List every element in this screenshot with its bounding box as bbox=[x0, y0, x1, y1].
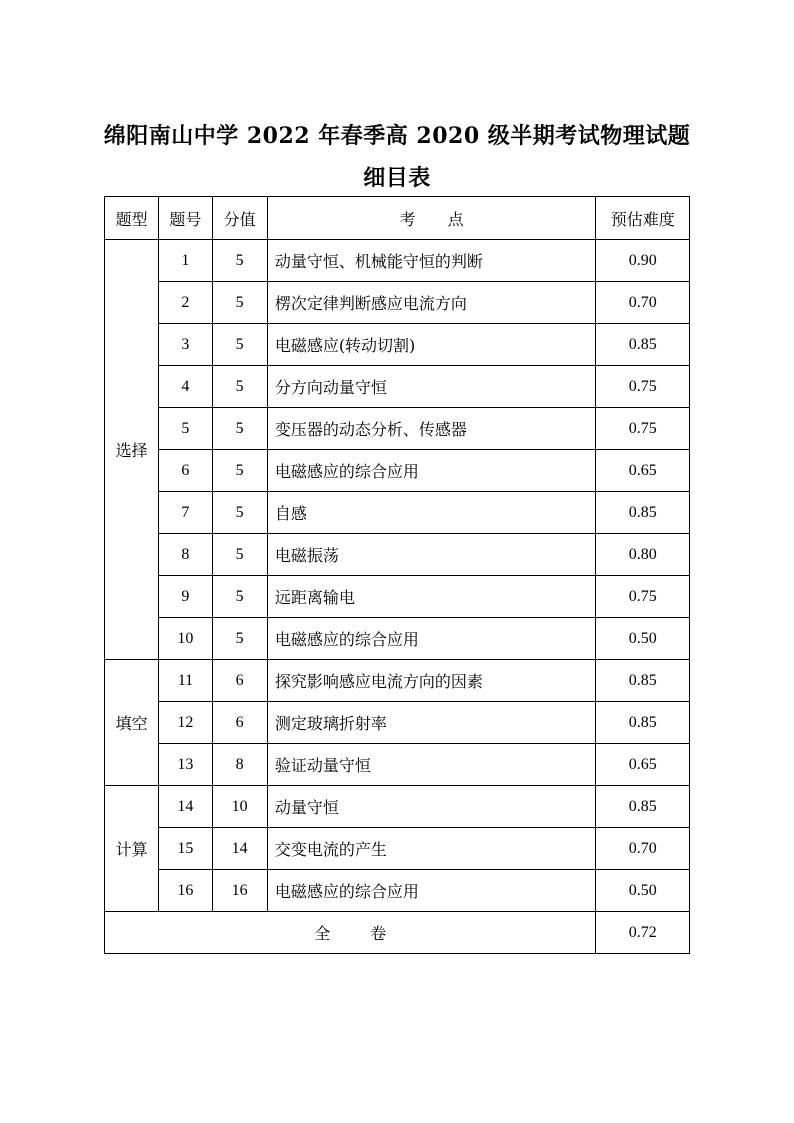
score-cell: 5 bbox=[212, 534, 267, 576]
difficulty-cell: 0.50 bbox=[596, 870, 690, 912]
total-label-part1: 全 bbox=[314, 924, 331, 943]
table-row bbox=[105, 324, 690, 366]
question-number-cell: 14 bbox=[159, 786, 212, 828]
total-difficulty: 0.72 bbox=[596, 912, 690, 954]
table-row bbox=[105, 660, 690, 702]
score-cell: 6 bbox=[212, 702, 267, 744]
knowledge-point-cell: 电磁感应的综合应用 bbox=[267, 870, 596, 912]
total-label-part2: 卷 bbox=[370, 924, 387, 943]
knowledge-point-cell: 电磁振荡 bbox=[267, 534, 596, 576]
knowledge-point-cell: 测定玻璃折射率 bbox=[267, 702, 596, 744]
question-number-cell: 2 bbox=[159, 282, 212, 324]
header-number: 题号 bbox=[159, 197, 212, 240]
question-number-cell: 3 bbox=[159, 324, 212, 366]
difficulty-cell: 0.85 bbox=[596, 660, 690, 702]
difficulty-cell: 0.70 bbox=[596, 282, 690, 324]
knowledge-point-cell: 远距离输电 bbox=[267, 576, 596, 618]
knowledge-point-cell: 分方向动量守恒 bbox=[267, 366, 596, 408]
knowledge-point-cell: 探究影响感应电流方向的因素 bbox=[267, 660, 596, 702]
header-score: 分值 bbox=[212, 197, 267, 240]
total-row bbox=[105, 912, 690, 954]
table-row bbox=[105, 618, 690, 660]
table-header-row bbox=[105, 197, 690, 240]
header-difficulty: 预估难度 bbox=[596, 197, 690, 240]
question-number-cell: 5 bbox=[159, 408, 212, 450]
question-number-cell: 4 bbox=[159, 366, 212, 408]
table-row bbox=[105, 828, 690, 870]
table-row bbox=[105, 534, 690, 576]
document-title: 绵阳南山中学 2022 年春季高 2020 级半期考试物理试题 bbox=[103, 123, 691, 149]
document-subtitle: 细目表 bbox=[363, 165, 431, 191]
total-label bbox=[105, 912, 596, 954]
score-cell: 5 bbox=[212, 282, 267, 324]
knowledge-point-cell: 动量守恒、机械能守恒的判断 bbox=[267, 240, 596, 282]
question-number-cell: 7 bbox=[159, 492, 212, 534]
table-row bbox=[105, 282, 690, 324]
question-number-cell: 13 bbox=[159, 744, 212, 786]
score-cell: 6 bbox=[212, 660, 267, 702]
knowledge-point-cell: 楞次定律判断感应电流方向 bbox=[267, 282, 596, 324]
score-cell: 5 bbox=[212, 240, 267, 282]
score-cell: 10 bbox=[212, 786, 267, 828]
difficulty-cell: 0.85 bbox=[596, 702, 690, 744]
score-cell: 14 bbox=[212, 828, 267, 870]
question-number-cell: 8 bbox=[159, 534, 212, 576]
difficulty-cell: 0.65 bbox=[596, 744, 690, 786]
score-cell: 5 bbox=[212, 492, 267, 534]
category-cell: 计算 bbox=[105, 786, 159, 912]
knowledge-point-cell: 电磁感应(转动切割) bbox=[267, 324, 596, 366]
difficulty-cell: 0.85 bbox=[596, 786, 690, 828]
score-cell: 5 bbox=[212, 324, 267, 366]
table-row bbox=[105, 870, 690, 912]
header-type: 题型 bbox=[105, 197, 159, 240]
question-number-cell: 15 bbox=[159, 828, 212, 870]
table-row bbox=[105, 408, 690, 450]
difficulty-cell: 0.75 bbox=[596, 576, 690, 618]
header-point: 考 点 bbox=[267, 197, 596, 240]
table-row bbox=[105, 366, 690, 408]
question-number-cell: 11 bbox=[159, 660, 212, 702]
table-row bbox=[105, 450, 690, 492]
score-cell: 5 bbox=[212, 576, 267, 618]
difficulty-cell: 0.50 bbox=[596, 618, 690, 660]
difficulty-cell: 0.75 bbox=[596, 366, 690, 408]
table-row bbox=[105, 576, 690, 618]
question-number-cell: 9 bbox=[159, 576, 212, 618]
table-row bbox=[105, 492, 690, 534]
difficulty-cell: 0.85 bbox=[596, 324, 690, 366]
score-cell: 5 bbox=[212, 366, 267, 408]
category-cell: 填空 bbox=[105, 660, 159, 786]
knowledge-point-cell: 电磁感应的综合应用 bbox=[267, 618, 596, 660]
difficulty-cell: 0.85 bbox=[596, 492, 690, 534]
table-row bbox=[105, 744, 690, 786]
question-number-cell: 12 bbox=[159, 702, 212, 744]
table-row bbox=[105, 240, 690, 282]
score-cell: 5 bbox=[212, 450, 267, 492]
knowledge-point-cell: 变压器的动态分析、传感器 bbox=[267, 408, 596, 450]
category-cell: 选择 bbox=[105, 240, 159, 660]
knowledge-point-cell: 自感 bbox=[267, 492, 596, 534]
spec-table bbox=[104, 196, 690, 954]
score-cell: 16 bbox=[212, 870, 267, 912]
table-row bbox=[105, 702, 690, 744]
difficulty-cell: 0.80 bbox=[596, 534, 690, 576]
score-cell: 5 bbox=[212, 408, 267, 450]
knowledge-point-cell: 交变电流的产生 bbox=[267, 828, 596, 870]
difficulty-cell: 0.70 bbox=[596, 828, 690, 870]
table-row bbox=[105, 786, 690, 828]
question-number-cell: 16 bbox=[159, 870, 212, 912]
difficulty-cell: 0.75 bbox=[596, 408, 690, 450]
knowledge-point-cell: 电磁感应的综合应用 bbox=[267, 450, 596, 492]
difficulty-cell: 0.65 bbox=[596, 450, 690, 492]
knowledge-point-cell: 验证动量守恒 bbox=[267, 744, 596, 786]
question-number-cell: 10 bbox=[159, 618, 212, 660]
question-number-cell: 6 bbox=[159, 450, 212, 492]
difficulty-cell: 0.90 bbox=[596, 240, 690, 282]
score-cell: 5 bbox=[212, 618, 267, 660]
knowledge-point-cell: 动量守恒 bbox=[267, 786, 596, 828]
question-number-cell: 1 bbox=[159, 240, 212, 282]
score-cell: 8 bbox=[212, 744, 267, 786]
